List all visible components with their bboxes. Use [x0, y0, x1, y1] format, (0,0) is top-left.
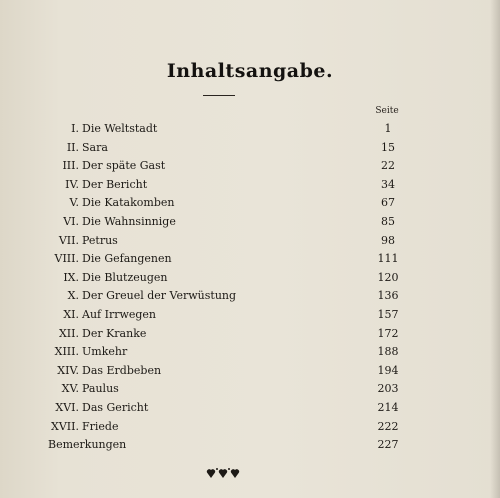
chapter-page: 34	[381, 177, 395, 191]
chapter-page: 67	[381, 196, 395, 210]
chapter-title: Die Blutzeugen	[82, 270, 168, 284]
chapter-page: 120	[377, 270, 399, 284]
chapter-title: Das Gericht	[82, 400, 149, 414]
chapter-page: 172	[377, 326, 399, 340]
toc-entry	[0, 120, 500, 139]
remarks-page: 227	[377, 438, 399, 452]
chapter-page: 22	[381, 159, 395, 173]
chapter-page: 111	[377, 252, 399, 266]
chapter-number: XIII.	[54, 345, 79, 359]
title-divider	[203, 95, 235, 96]
chapter-title: Das Erdbeben	[82, 363, 162, 377]
chapter-title: Die Katakomben	[82, 196, 175, 210]
toc-entry	[0, 176, 500, 195]
chapter-title: Petrus	[82, 233, 118, 247]
chapter-number: I.	[71, 122, 79, 135]
chapter-title: Friede	[82, 419, 119, 433]
chapter-title: Der Greuel der Verwüstung	[82, 289, 237, 303]
chapter-number: XII.	[58, 326, 79, 340]
toc-entry	[0, 139, 500, 158]
chapter-page: 214	[377, 400, 399, 414]
chapter-title: Der Bericht	[82, 177, 148, 191]
toc-entry	[0, 287, 500, 306]
toc-entry	[0, 250, 500, 269]
chapter-title: Umkehr	[82, 345, 128, 359]
chapter-title: Sara	[82, 140, 108, 154]
chapter-number: VIII.	[54, 252, 79, 266]
chapter-page: 188	[377, 345, 399, 359]
toc-entry	[0, 213, 500, 232]
chapter-page: 222	[377, 419, 399, 433]
page-title: Inhaltsangabe.	[166, 60, 334, 82]
page-column-header: Seite	[375, 106, 399, 116]
chapter-title: Die Wahnsinnige	[82, 214, 176, 228]
chapter-number: XVII.	[51, 419, 79, 433]
chapter-page: 15	[381, 140, 395, 154]
chapter-page: 1	[384, 122, 392, 135]
chapter-page: 136	[377, 289, 399, 303]
chapter-number: IV.	[65, 177, 79, 191]
chapter-number: XI.	[63, 307, 79, 321]
toc-entry	[0, 269, 500, 288]
chapter-number: VII.	[58, 233, 79, 247]
chapter-number: XV.	[61, 382, 79, 396]
chapter-number: VI.	[63, 214, 79, 228]
three-hearts-ornament-icon	[206, 467, 240, 479]
chapter-title: Die Gefangenen	[82, 252, 172, 266]
toc-entry	[0, 232, 500, 251]
chapter-page: 157	[377, 307, 399, 321]
toc-entry	[0, 418, 500, 437]
chapter-number: XVI.	[55, 400, 79, 414]
chapter-number: IX.	[63, 270, 79, 284]
toc-entry	[0, 325, 500, 344]
chapter-page: 194	[377, 363, 399, 377]
chapter-number: X.	[67, 289, 79, 303]
chapter-page: 203	[377, 382, 399, 396]
toc-entry-remarks	[0, 436, 500, 455]
chapter-title: Paulus	[82, 382, 119, 396]
chapter-number: III.	[62, 159, 79, 173]
toc-entry	[0, 380, 500, 399]
chapter-page: 98	[381, 233, 395, 247]
chapter-number: V.	[69, 196, 79, 210]
chapter-title: Der späte Gast	[82, 159, 166, 173]
chapter-title: Auf Irrwegen	[82, 307, 157, 321]
chapter-title: Der Kranke	[82, 326, 147, 340]
toc-entry	[0, 343, 500, 362]
chapter-number: II.	[66, 140, 79, 154]
toc-entry	[0, 362, 500, 381]
chapter-number: XIV.	[57, 363, 79, 377]
remarks-title: Bemerkungen	[48, 438, 127, 452]
chapter-page: 85	[381, 214, 395, 228]
table-of-contents	[0, 120, 500, 455]
chapter-title: Die Weltstadt	[82, 122, 158, 135]
toc-entry	[0, 306, 500, 325]
toc-entry	[0, 194, 500, 213]
toc-entry	[0, 157, 500, 176]
toc-entry	[0, 399, 500, 418]
